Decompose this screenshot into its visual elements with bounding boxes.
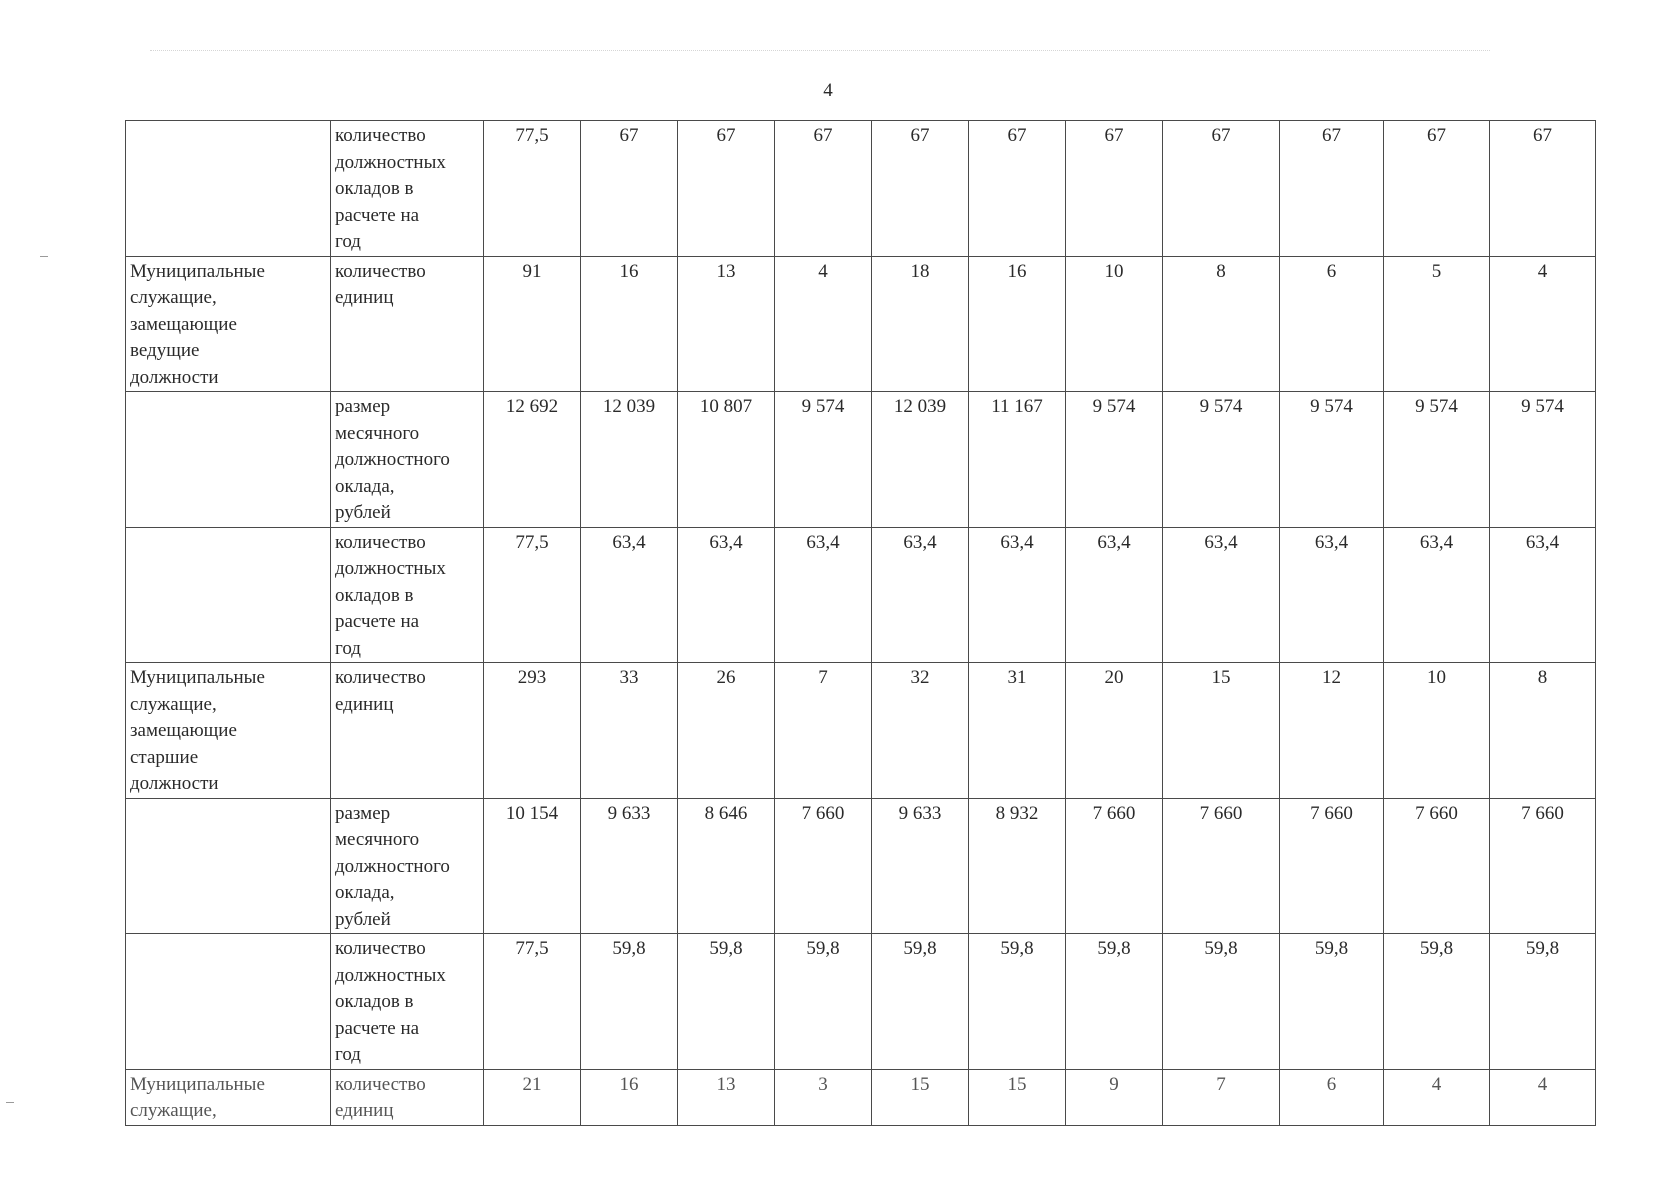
value-cell: 9 574 bbox=[1163, 392, 1280, 528]
value-cell: 6 bbox=[1280, 1069, 1384, 1125]
value-cell: 63,4 bbox=[1384, 527, 1490, 663]
value-cell: 63,4 bbox=[1490, 527, 1596, 663]
table-row bbox=[126, 798, 1596, 934]
value-cell: 9 574 bbox=[1280, 392, 1384, 528]
table-row bbox=[126, 121, 1596, 257]
value-cell: 9 633 bbox=[872, 798, 969, 934]
table-row bbox=[126, 256, 1596, 392]
value-cell: 7 660 bbox=[1384, 798, 1490, 934]
value-cell: 10 bbox=[1066, 256, 1163, 392]
value-cell: 67 bbox=[1490, 121, 1596, 257]
value-cell: 18 bbox=[872, 256, 969, 392]
value-cell: 5 bbox=[1384, 256, 1490, 392]
indicator-cell: количество единиц bbox=[331, 1069, 484, 1125]
page-number: 4 bbox=[823, 80, 833, 101]
indicator-cell: размер месячного должностного оклада, рублей bbox=[331, 392, 484, 528]
value-cell: 9 574 bbox=[775, 392, 872, 528]
value-cell: 31 bbox=[969, 663, 1066, 799]
value-cell: 12 692 bbox=[484, 392, 581, 528]
margin-mark bbox=[40, 256, 48, 257]
category-cell: Муниципальные служащие, замещающие старшие должности bbox=[126, 663, 331, 799]
value-cell: 4 bbox=[1490, 1069, 1596, 1125]
value-cell: 67 bbox=[775, 121, 872, 257]
indicator-cell: размер месячного должностного оклада, рублей bbox=[331, 798, 484, 934]
indicator-cell: количество должностных окладов в расчете на год bbox=[331, 121, 484, 257]
value-cell: 7 660 bbox=[1280, 798, 1384, 934]
value-cell: 13 bbox=[678, 1069, 775, 1125]
value-cell: 4 bbox=[1384, 1069, 1490, 1125]
value-cell: 15 bbox=[969, 1069, 1066, 1125]
value-cell: 59,8 bbox=[678, 934, 775, 1070]
value-cell: 8 bbox=[1490, 663, 1596, 799]
table-row bbox=[126, 527, 1596, 663]
value-cell: 91 bbox=[484, 256, 581, 392]
category-cell bbox=[126, 121, 331, 257]
value-cell: 59,8 bbox=[872, 934, 969, 1070]
value-cell: 15 bbox=[872, 1069, 969, 1125]
value-cell: 67 bbox=[1163, 121, 1280, 257]
value-cell: 10 807 bbox=[678, 392, 775, 528]
value-cell: 20 bbox=[1066, 663, 1163, 799]
value-cell: 33 bbox=[581, 663, 678, 799]
value-cell: 12 039 bbox=[872, 392, 969, 528]
margin-mark bbox=[6, 1102, 14, 1103]
category-cell bbox=[126, 392, 331, 528]
indicator-cell: количество должностных окладов в расчете на год bbox=[331, 934, 484, 1070]
value-cell: 16 bbox=[581, 1069, 678, 1125]
table-row bbox=[126, 1069, 1596, 1125]
value-cell: 63,4 bbox=[969, 527, 1066, 663]
value-cell: 7 660 bbox=[775, 798, 872, 934]
value-cell: 3 bbox=[775, 1069, 872, 1125]
value-cell: 59,8 bbox=[1280, 934, 1384, 1070]
value-cell: 59,8 bbox=[1066, 934, 1163, 1070]
value-cell: 77,5 bbox=[484, 527, 581, 663]
value-cell: 12 039 bbox=[581, 392, 678, 528]
value-cell: 4 bbox=[775, 256, 872, 392]
value-cell: 67 bbox=[1384, 121, 1490, 257]
value-cell: 11 167 bbox=[969, 392, 1066, 528]
value-cell: 15 bbox=[1163, 663, 1280, 799]
value-cell: 7 bbox=[775, 663, 872, 799]
value-cell: 7 660 bbox=[1490, 798, 1596, 934]
value-cell: 67 bbox=[872, 121, 969, 257]
value-cell: 63,4 bbox=[581, 527, 678, 663]
value-cell: 4 bbox=[1490, 256, 1596, 392]
value-cell: 59,8 bbox=[581, 934, 678, 1070]
value-cell: 8 646 bbox=[678, 798, 775, 934]
value-cell: 9 574 bbox=[1066, 392, 1163, 528]
value-cell: 21 bbox=[484, 1069, 581, 1125]
category-cell: Муниципальные служащие, замещающие ведущие должности bbox=[126, 256, 331, 392]
value-cell: 8 bbox=[1163, 256, 1280, 392]
value-cell: 63,4 bbox=[872, 527, 969, 663]
indicator-cell: количество единиц bbox=[331, 256, 484, 392]
value-cell: 6 bbox=[1280, 256, 1384, 392]
value-cell: 63,4 bbox=[1066, 527, 1163, 663]
value-cell: 7 660 bbox=[1066, 798, 1163, 934]
value-cell: 13 bbox=[678, 256, 775, 392]
value-cell: 63,4 bbox=[775, 527, 872, 663]
indicator-cell: количество должностных окладов в расчете на год bbox=[331, 527, 484, 663]
value-cell: 7 bbox=[1163, 1069, 1280, 1125]
value-cell: 12 bbox=[1280, 663, 1384, 799]
value-cell: 63,4 bbox=[1163, 527, 1280, 663]
value-cell: 8 932 bbox=[969, 798, 1066, 934]
value-cell: 67 bbox=[1280, 121, 1384, 257]
table-row bbox=[126, 934, 1596, 1070]
indicator-cell: количество единиц bbox=[331, 663, 484, 799]
table-body bbox=[126, 121, 1596, 1126]
value-cell: 9 574 bbox=[1384, 392, 1490, 528]
category-cell bbox=[126, 798, 331, 934]
value-cell: 63,4 bbox=[1280, 527, 1384, 663]
value-cell: 7 660 bbox=[1163, 798, 1280, 934]
category-cell bbox=[126, 934, 331, 1070]
value-cell: 63,4 bbox=[678, 527, 775, 663]
value-cell: 9 574 bbox=[1490, 392, 1596, 528]
value-cell: 9 bbox=[1066, 1069, 1163, 1125]
value-cell: 77,5 bbox=[484, 934, 581, 1070]
value-cell: 10 154 bbox=[484, 798, 581, 934]
value-cell: 77,5 bbox=[484, 121, 581, 257]
table-row bbox=[126, 663, 1596, 799]
value-cell: 293 bbox=[484, 663, 581, 799]
value-cell: 9 633 bbox=[581, 798, 678, 934]
value-cell: 59,8 bbox=[775, 934, 872, 1070]
scan-noise-line bbox=[150, 50, 1490, 51]
value-cell: 67 bbox=[581, 121, 678, 257]
value-cell: 26 bbox=[678, 663, 775, 799]
value-cell: 16 bbox=[969, 256, 1066, 392]
salary-table bbox=[125, 120, 1596, 1126]
value-cell: 67 bbox=[678, 121, 775, 257]
value-cell: 59,8 bbox=[1490, 934, 1596, 1070]
value-cell: 59,8 bbox=[1163, 934, 1280, 1070]
value-cell: 10 bbox=[1384, 663, 1490, 799]
category-cell: Муниципальные служащие, bbox=[126, 1069, 331, 1125]
table-row bbox=[126, 392, 1596, 528]
value-cell: 59,8 bbox=[1384, 934, 1490, 1070]
value-cell: 67 bbox=[1066, 121, 1163, 257]
value-cell: 59,8 bbox=[969, 934, 1066, 1070]
value-cell: 32 bbox=[872, 663, 969, 799]
value-cell: 16 bbox=[581, 256, 678, 392]
value-cell: 67 bbox=[969, 121, 1066, 257]
category-cell bbox=[126, 527, 331, 663]
